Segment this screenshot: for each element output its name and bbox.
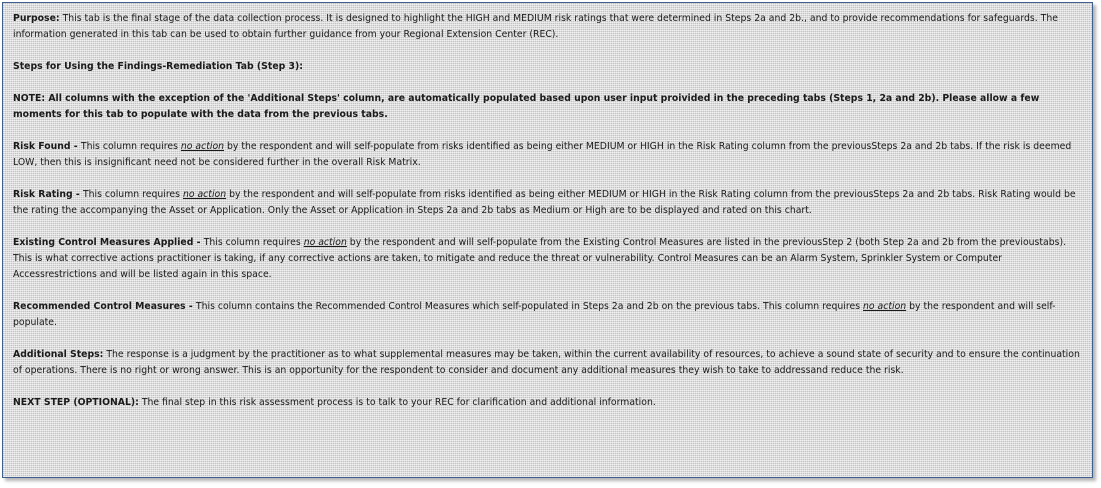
purpose-label: Purpose: <box>13 13 60 24</box>
risk-rating-emphasis: no action <box>182 189 227 200</box>
risk-found-pre: This column requires <box>80 141 181 152</box>
existing-controls-pre: This column requires <box>203 237 304 248</box>
risk-rating-paragraph <box>13 187 1082 219</box>
risk-found-post: by the respondent and will self-populate from risks identified as being either MEDIUM or HIGH in the Risk Rating column from the previousSteps 2a and 2b tabs. If the risk is deemed LOW, then this is insignificant need not be considered further in the overall Risk Matrix. <box>13 141 1072 168</box>
recommended-controls-paragraph <box>13 299 1082 331</box>
risk-found-emphasis: no action <box>180 141 225 152</box>
next-step-paragraph <box>13 395 1082 411</box>
existing-controls-post: by the respondent and will self-populate from the Existing Control Measures are listed in the previousStep 2 (both Step 2a and 2b from the previoustabs). This is what corrective actions practitioner is taking, if any corrective actions are taken, to mitigate and reduce the threat or vulnerability. Control Measures can be an Alarm System, Sprinkler System or Computer Accessrestrictions and will be listed again in this space. <box>13 237 1067 280</box>
existing-controls-label: Existing Control Measures Applied - <box>13 237 204 248</box>
existing-controls-emphasis: no action <box>303 237 347 248</box>
risk-rating-pre: This column requires <box>82 189 183 200</box>
existing-controls-paragraph <box>13 235 1082 283</box>
steps-heading: Steps for Using the Findings-Remediation Tab (Step 3): <box>13 61 303 72</box>
next-step-label: NEXT STEP (OPTIONAL): <box>13 397 139 408</box>
purpose-text: This tab is the final stage of the data collection process. It is designed to highlight the HIGH and MEDIUM risk ratings that were determined in Steps 2a and 2b., and to provide recommendations for safeguards. The information generated in this tab can be used to obtain further guidance from your Regional Extension Center (REC). <box>13 13 1058 40</box>
note-paragraph: NOTE: All columns with the exception of the 'Additional Steps' column, are automatically populated based upon user input proivided in the preceding tabs (Steps 1, 2a and 2b). Please allow a few moments for this tab to populate with the data from the previous tabs. <box>13 93 1040 120</box>
purpose-paragraph <box>13 11 1082 43</box>
risk-rating-label: Risk Rating - <box>13 189 83 200</box>
risk-found-label: Risk Found - <box>13 141 81 152</box>
risk-found-paragraph <box>13 139 1082 171</box>
risk-rating-post: by the respondent and will self-populate from risks identified as being either MEDIUM or HIGH in the Risk Rating column from the previousSteps 2a and 2b tabs. Risk Rating would be the rating the accompanying the Asset or Application. Only the Asset or Application in Steps 2a and 2b tabs as Medium or High are to be displayed and rated on this chart. <box>13 189 1076 216</box>
instructions-panel <box>2 2 1093 478</box>
next-step-text: The final step in this risk assessment process is to talk to your REC for clarification and additional information. <box>138 397 656 408</box>
additional-steps-text: The response is a judgment by the practitioner as to what supplemental measures may be taken, within the current availability of resources, to achieve a sound state of security and to ensure the continuation of operations. There is no right or wrong answer. This is an opportunity for the respondent to consider and document any additional measures they wish to take to addressand reduce the risk. <box>13 349 1080 376</box>
additional-steps-label: Additional Steps: <box>13 349 104 360</box>
recommended-controls-pre: This column contains the Recommended Control Measures which self-populated in Steps 2a and 2b on the previous tabs. This column requires <box>195 301 864 312</box>
recommended-controls-label: Recommended Control Measures - <box>13 301 196 312</box>
recommended-controls-emphasis: no action <box>863 301 907 312</box>
additional-steps-paragraph <box>13 347 1082 379</box>
recommended-controls-post: by the respondent and will self-populate. <box>13 301 1056 328</box>
